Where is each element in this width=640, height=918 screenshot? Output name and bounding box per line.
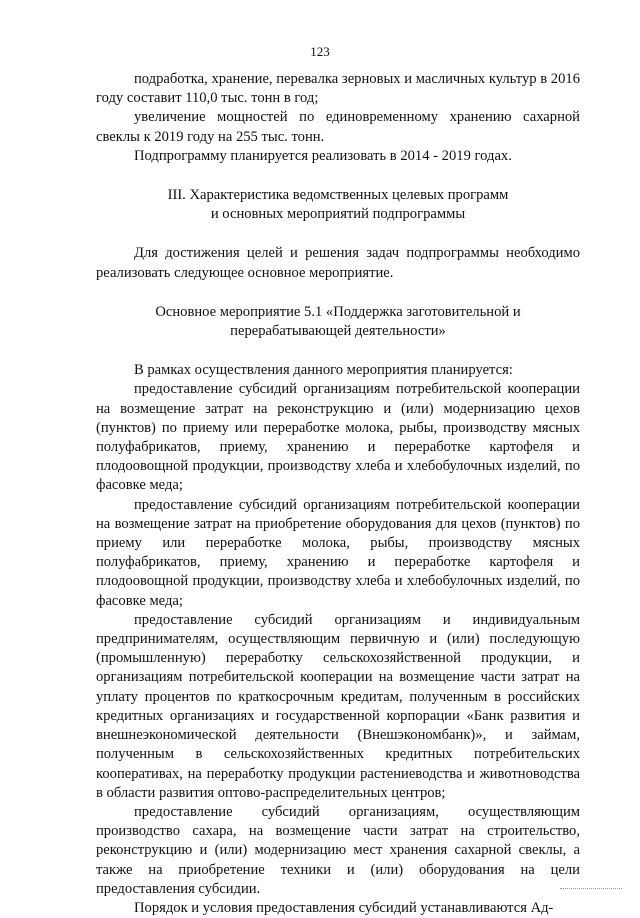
paragraph-closing: Порядок и условия предоставления субсидий устанавливаются Ад- (134, 899, 554, 916)
paragraph-measure-lead: В рамках осуществления данного мероприятия планируется: (134, 362, 513, 379)
list-item-subsidy-sugar: предоставление субсидий организациям, осуществляющим производство сахара, на возмещение части затрат на строительство, реконструкцию и (или) модернизацию мест хранения сахарной свеклы, а также на приобретение техники и (или) оборудования на цели предоставления субсидии. (96, 803, 580, 897)
measure-heading (96, 303, 580, 341)
measure-heading-line-2: перерабатывающей деятельности» (230, 323, 446, 340)
page-number: 123 (310, 44, 330, 59)
measure-heading-line-1: Основное мероприятие 5.1 «Поддержка заготовительной и (155, 303, 521, 320)
section-heading-line-1: III. Характеристика ведомственных целевых программ (167, 187, 509, 204)
paragraph-grain-processing: подработка, хранение, перевалка зерновых и масличных культур в 2016 году составит 110,0 тыс. тонн в год; (96, 71, 580, 107)
paragraph-sugar-beet-storage: увеличение мощностей по единовременному хранению сахарной свеклы к 2019 году на 255 тыс. тонн. (96, 109, 580, 145)
paragraph-implementation-period: Подпрограмму планируется реализовать в 2014 - 2019 годах. (134, 147, 512, 164)
section-heading-line-2: и основных мероприятий подпрограммы (210, 206, 466, 223)
paragraph-goals: Для достижения целей и решения задач подпрограммы необходимо реализовать следующее основное мероприятие. (96, 245, 580, 281)
footer-scan-mark (560, 888, 622, 891)
list-item-subsidy-equipment: предоставление субсидий организациям потребительской кооперации на возмещение затрат на приобретение оборудования для цехов (пунктов) по приему или переработке молока, рыбы, производству мясных полуфабрикатов, приему, хранению и переработке картофеля и плодоовощной продукции, производству хлеба и хлебобулочных изделий, по фасовке меда; (96, 496, 580, 609)
document-body (96, 70, 580, 918)
list-item-subsidy-modernization: предоставление субсидий организациям потребительской кооперации на возмещение затрат на реконструкцию и (или) модернизацию цехов (пунктов) по приему или переработке молока, рыбы, производству мясных полуфабрикатов, приему, хранению и переработке картофеля и плодоовощной продукции, производству хлеба и хлебобулочных изделий, по фасовке меда; (96, 381, 580, 494)
section-heading (96, 186, 580, 224)
list-item-subsidy-interest: предоставление субсидий организациям и индивидуальным предпринимателям, осуществляющим первичную и (или) последующую (промышленную) переработку сельскохозяйственной продукции, и организациям потребительской кооперации на возмещение части затрат на уплату процентов по краткосрочным кредитам, полученным в российских кредитных организациях и государственной корпорации «Банк развития и внешнеэкономической деятельности (Внешэкономбанк)», и займам, полученным в сельскохозяйственных кредитных потребительских кооперативах, на переработку продукции растениеводства и животноводства в области развития оптово-распределительных центров; (96, 611, 580, 801)
